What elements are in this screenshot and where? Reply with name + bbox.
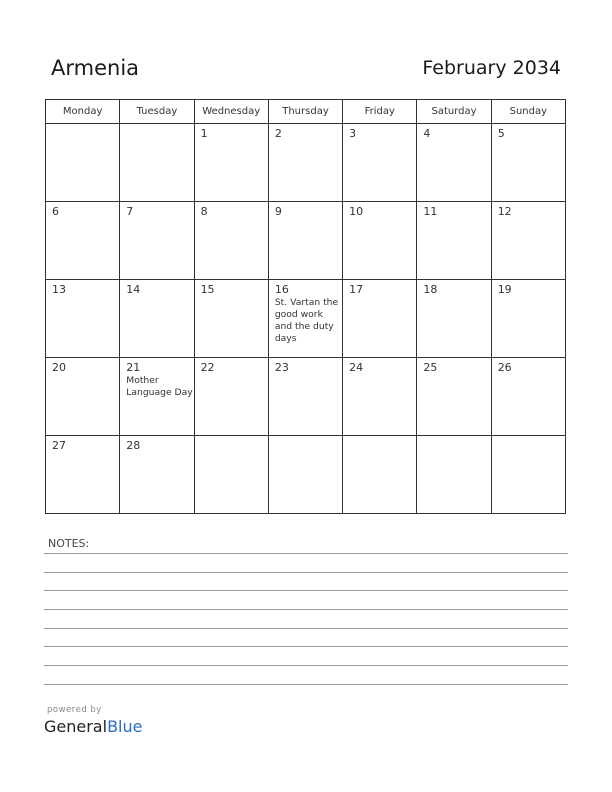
day-cell (46, 358, 120, 436)
notes-line (44, 572, 568, 573)
day-cell (491, 202, 565, 280)
day-cell (343, 124, 417, 202)
day-number: 20 (52, 361, 66, 374)
day-cell (268, 202, 342, 280)
generalblue-logo (44, 717, 142, 736)
notes-line (44, 553, 568, 554)
day-number: 7 (126, 205, 134, 218)
day-cell (268, 358, 342, 436)
day-number: 23 (274, 361, 289, 374)
day-cell (343, 358, 417, 436)
day-cell (46, 280, 120, 358)
holiday-event: Mother Language Day (126, 375, 193, 398)
day-cell (46, 436, 120, 514)
week-row (46, 124, 566, 202)
week-row (46, 436, 566, 514)
day-cell (343, 436, 417, 514)
notes-line (44, 684, 568, 685)
day-number: 21 (126, 361, 141, 374)
weekday-wednesday: Wednesday (194, 100, 268, 124)
day-cell (343, 280, 417, 358)
week-row (46, 280, 566, 358)
weekday-tuesday: Tuesday (120, 100, 194, 124)
day-number: 15 (200, 283, 215, 296)
day-cell (194, 124, 268, 202)
day-cell (343, 202, 417, 280)
brand-blue: Blue (107, 717, 143, 736)
day-number: 4 (423, 127, 431, 140)
day-number: 19 (497, 283, 512, 296)
day-cell (268, 436, 342, 514)
day-cell (417, 280, 491, 358)
day-cell (491, 280, 565, 358)
day-number: 6 (52, 205, 59, 218)
notes-line (44, 646, 568, 647)
day-cell (46, 124, 120, 202)
day-cell (194, 436, 268, 514)
day-cell (194, 202, 268, 280)
day-number (120, 124, 193, 127)
day-cell (46, 202, 120, 280)
day-cell (268, 280, 342, 358)
day-cell (491, 358, 565, 436)
calendar-grid (45, 99, 566, 514)
day-number (195, 436, 268, 439)
holiday-event: St. Vartan the good work and the duty days (274, 297, 339, 344)
day-number: 2 (274, 127, 282, 140)
day-cell (120, 358, 194, 436)
day-number: 27 (52, 439, 66, 452)
day-cell (194, 358, 268, 436)
week-row (46, 202, 566, 280)
day-number: 17 (349, 283, 364, 296)
weekday-header-row (46, 100, 566, 124)
day-number: 18 (423, 283, 438, 296)
day-cell (120, 202, 194, 280)
day-cell (491, 124, 565, 202)
day-cell (268, 124, 342, 202)
day-number: 11 (423, 205, 438, 218)
day-cell (417, 436, 491, 514)
day-cell (120, 124, 194, 202)
day-cell (417, 124, 491, 202)
day-number: 12 (497, 205, 512, 218)
day-number: 22 (200, 361, 215, 374)
day-number (417, 436, 490, 439)
day-number: 14 (126, 283, 141, 296)
day-number: 13 (52, 283, 66, 296)
day-number: 28 (126, 439, 141, 452)
day-number: 10 (349, 205, 364, 218)
day-number (269, 436, 342, 439)
day-number: 8 (200, 205, 208, 218)
day-cell (120, 436, 194, 514)
notes-line (44, 628, 568, 629)
country-title: Armenia (51, 56, 140, 80)
day-number (343, 436, 416, 439)
day-cell (417, 358, 491, 436)
day-cell (120, 280, 194, 358)
day-cell (194, 280, 268, 358)
notes-line (44, 590, 568, 591)
day-number: 25 (423, 361, 438, 374)
weekday-friday: Friday (343, 100, 417, 124)
day-number: 1 (200, 127, 208, 140)
day-number (492, 436, 565, 439)
day-number: 5 (497, 127, 505, 140)
day-cell (491, 436, 565, 514)
day-number: 9 (274, 205, 282, 218)
day-number: 16 (274, 283, 289, 296)
day-number: 3 (349, 127, 357, 140)
notes-line (44, 665, 568, 666)
brand-general: General (44, 717, 108, 736)
weekday-saturday: Saturday (417, 100, 491, 124)
day-number: 24 (349, 361, 364, 374)
day-cell (417, 202, 491, 280)
notes-line (44, 609, 568, 610)
notes-label: NOTES: (48, 537, 90, 550)
day-number (46, 124, 119, 127)
week-row (46, 358, 566, 436)
day-number: 26 (497, 361, 512, 374)
powered-by-text: powered by (47, 705, 102, 715)
month-year-title: February 2034 (422, 57, 561, 79)
weekday-sunday: Sunday (491, 100, 565, 124)
weekday-thursday: Thursday (268, 100, 342, 124)
weekday-monday: Monday (46, 100, 120, 124)
